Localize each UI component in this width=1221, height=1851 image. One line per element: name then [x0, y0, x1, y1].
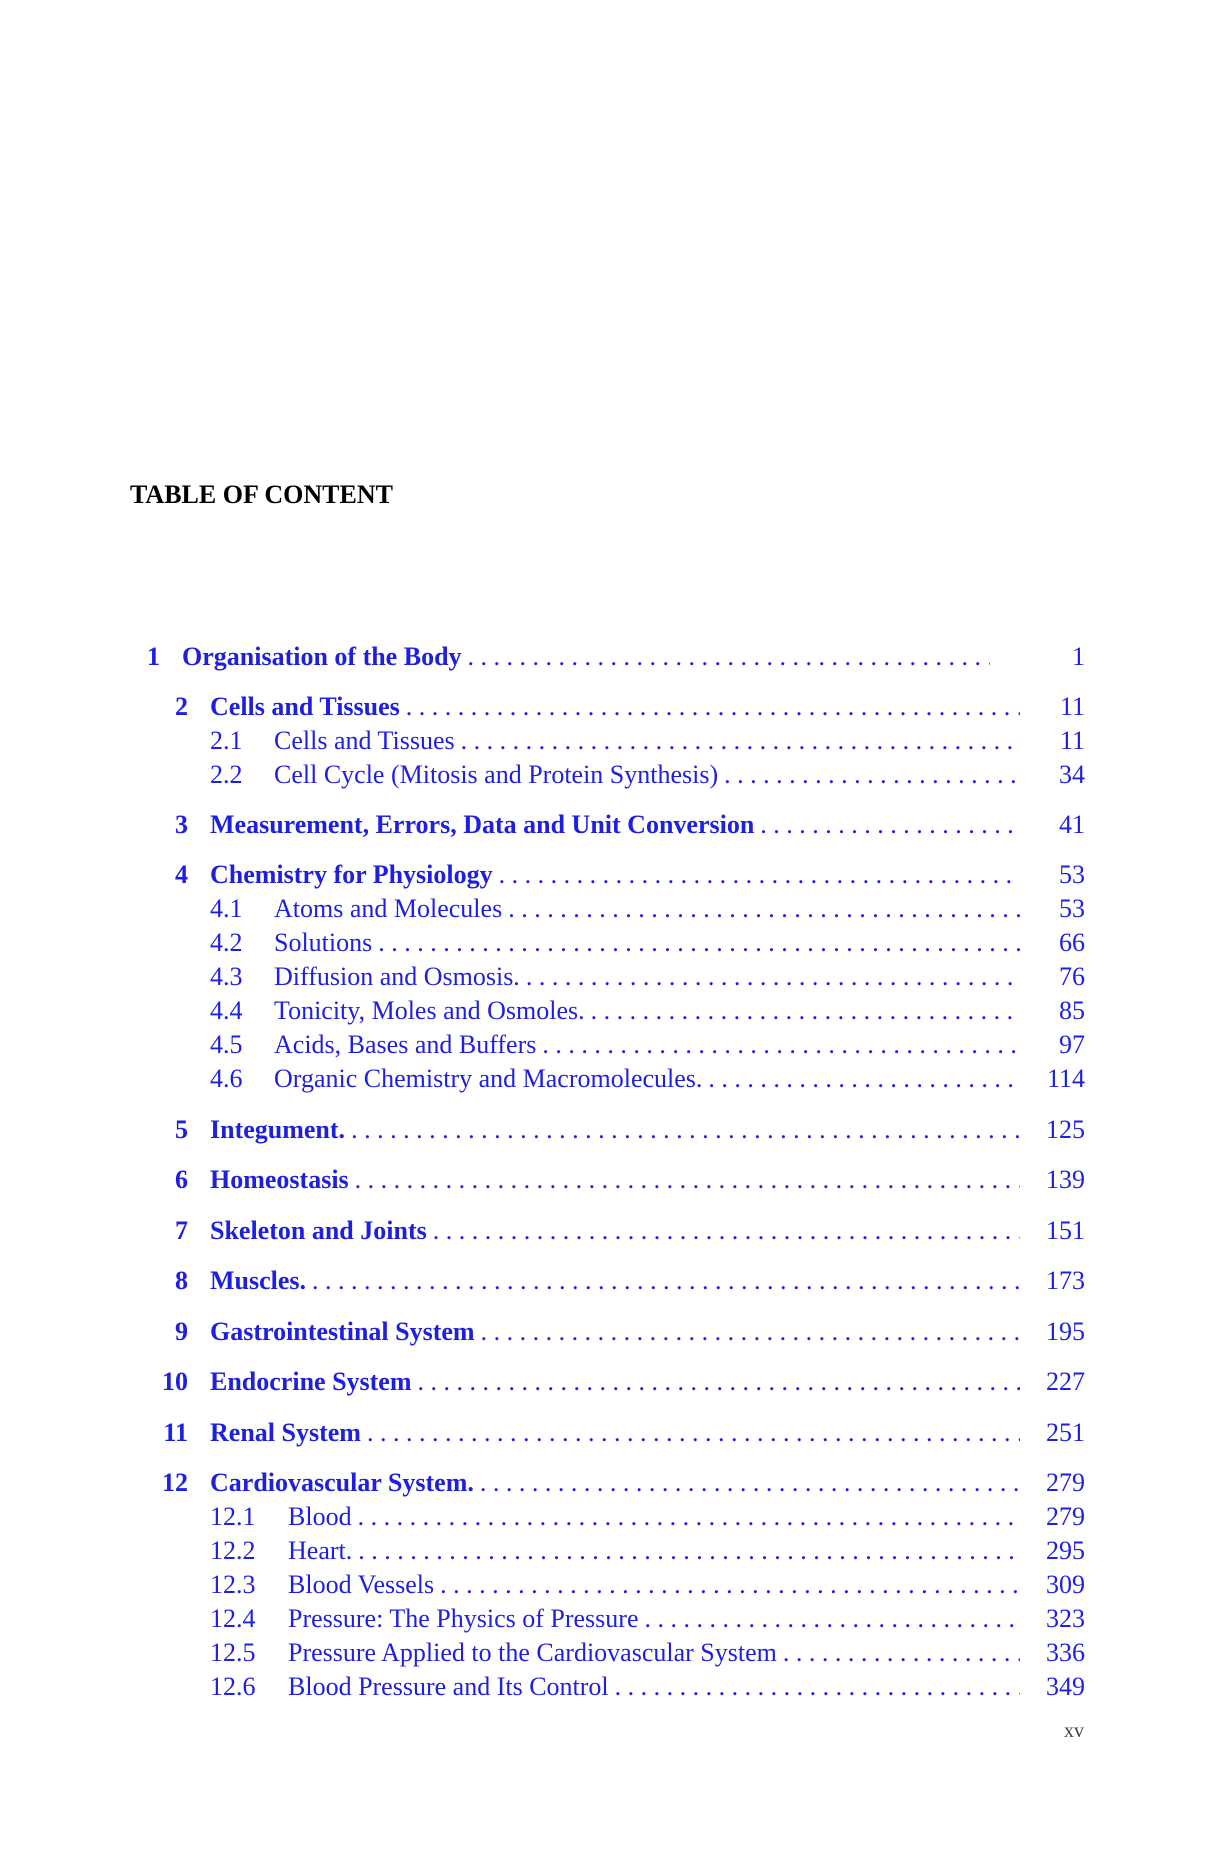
toc-entry-4-6[interactable] — [210, 1062, 1020, 1096]
toc-entry-page[interactable]: 1 — [1072, 642, 1085, 671]
toc-entry-page[interactable]: 41 — [1059, 810, 1085, 839]
toc-entry-4-3[interactable] — [210, 960, 1020, 994]
toc-entry-title: Integument. — [210, 1115, 346, 1144]
toc-entry-page[interactable]: 11 — [1059, 726, 1085, 755]
toc-entry-page[interactable]: 97 — [1059, 1030, 1085, 1059]
toc-entry-title: Blood Pressure and Its Control — [288, 1672, 609, 1701]
toc-entry-title: Diffusion and Osmosis. — [274, 962, 520, 991]
toc-entry-page[interactable]: 66 — [1059, 928, 1085, 957]
toc-entry-number: 12.2 — [210, 1536, 256, 1565]
toc-entry-title: Blood — [288, 1502, 352, 1531]
toc-entry-title: Heart. — [288, 1536, 353, 1565]
toc-dot-leader — [461, 724, 1020, 758]
toc-entry-4-1[interactable] — [210, 892, 1020, 926]
toc-entry-page[interactable]: 114 — [1046, 1064, 1085, 1093]
toc-entry-12-6[interactable] — [210, 1670, 1020, 1704]
toc-entry-number: 7 — [175, 1216, 188, 1245]
toc-entry-page[interactable]: 349 — [1046, 1672, 1085, 1701]
toc-entry-page[interactable]: 279 — [1046, 1502, 1085, 1531]
toc-entry-number: 4.1 — [210, 894, 243, 923]
toc-entry-11[interactable] — [155, 1416, 1020, 1450]
toc-dot-leader — [724, 758, 1020, 792]
page-title: TABLE OF CONTENT — [130, 480, 393, 509]
toc-dot-leader — [433, 1214, 1020, 1248]
toc-entry-number: 4.2 — [210, 928, 243, 957]
toc-entry-page[interactable]: 125 — [1046, 1115, 1085, 1144]
toc-entry-title: Tonicity, Moles and Osmoles. — [274, 996, 585, 1025]
toc-entry-page[interactable]: 173 — [1046, 1266, 1085, 1295]
toc-entry-7[interactable] — [155, 1214, 1020, 1248]
toc-entry-number: 4.4 — [210, 996, 243, 1025]
toc-entry-number: 9 — [175, 1317, 188, 1346]
toc-entry-title: Pressure Applied to the Cardiovascular System — [288, 1638, 777, 1667]
toc-entry-4-4[interactable] — [210, 994, 1020, 1028]
toc-entry-number: 2.1 — [210, 726, 243, 755]
toc-dot-leader — [480, 1466, 1020, 1500]
toc-entry-number: 12.6 — [210, 1672, 256, 1701]
toc-entry-title: Cardiovascular System. — [210, 1468, 474, 1497]
toc-entry-page[interactable]: 323 — [1046, 1604, 1085, 1633]
toc-entry-number: 12.1 — [210, 1502, 256, 1531]
toc-dot-leader — [367, 1416, 1020, 1450]
toc-entry-number: 12.5 — [210, 1638, 256, 1667]
toc-entry-page[interactable]: 279 — [1046, 1468, 1085, 1497]
toc-entry-title: Acids, Bases and Buffers — [274, 1030, 537, 1059]
toc-entry-page[interactable]: 151 — [1046, 1216, 1085, 1245]
toc-entry-number: 4.3 — [210, 962, 243, 991]
toc-dot-leader — [358, 1534, 1020, 1568]
toc-dot-leader — [378, 926, 1020, 960]
toc-entry-9[interactable] — [155, 1315, 1020, 1349]
toc-dot-leader — [760, 808, 1020, 842]
toc-entry-12-3[interactable] — [210, 1568, 1020, 1602]
toc-entry-page[interactable]: 76 — [1059, 962, 1085, 991]
toc-entry-title: Muscles. — [210, 1266, 307, 1295]
toc-entry-title: Atoms and Molecules — [274, 894, 503, 923]
toc-dot-leader — [481, 1315, 1020, 1349]
toc-dot-leader — [708, 1062, 1020, 1096]
toc-entry-number: 11 — [163, 1418, 188, 1447]
toc-entry-number: 4.5 — [210, 1030, 243, 1059]
toc-entry-8[interactable] — [155, 1264, 1020, 1298]
toc-dot-leader — [406, 690, 1020, 724]
toc-dot-leader — [526, 960, 1020, 994]
toc-dot-leader — [358, 1500, 1020, 1534]
toc-dot-leader — [418, 1365, 1021, 1399]
toc-entry-title: Chemistry for Physiology — [210, 860, 493, 889]
toc-entry-10[interactable] — [155, 1365, 1020, 1399]
toc-entry-12-4[interactable] — [210, 1602, 1020, 1636]
toc-entry-page[interactable]: 336 — [1046, 1638, 1085, 1667]
toc-dot-leader — [499, 858, 1020, 892]
toc-dot-leader — [440, 1568, 1020, 1602]
toc-entry-title: Skeleton and Joints — [210, 1216, 427, 1245]
toc-entry-number: 12 — [162, 1468, 188, 1497]
toc-dot-leader — [591, 994, 1020, 1028]
toc-entry-title: Organisation of the Body — [182, 642, 462, 671]
toc-entry-1[interactable] — [140, 640, 990, 674]
toc-dot-leader — [312, 1264, 1020, 1298]
toc-entry-title: Endocrine System — [210, 1367, 412, 1396]
toc-entry-page[interactable]: 251 — [1046, 1418, 1085, 1447]
toc-entry-2[interactable] — [155, 690, 1020, 724]
toc-entry-number: 4.6 — [210, 1064, 243, 1093]
toc-entry-page[interactable]: 11 — [1059, 692, 1085, 721]
toc-entry-title: Measurement, Errors, Data and Unit Conversion — [210, 810, 755, 839]
toc-entry-4-2[interactable] — [210, 926, 1020, 960]
toc-entry-4-5[interactable] — [210, 1028, 1020, 1062]
toc-entry-title: Pressure: The Physics of Pressure — [288, 1604, 639, 1633]
toc-entry-page[interactable]: 295 — [1046, 1536, 1085, 1565]
toc-dot-leader — [508, 892, 1020, 926]
toc-entry-page[interactable]: 309 — [1046, 1570, 1085, 1599]
toc-dot-leader — [783, 1636, 1020, 1670]
toc-entry-number: 12.4 — [210, 1604, 256, 1633]
toc-entry-title: Solutions — [274, 928, 373, 957]
toc-entry-title: Cell Cycle (Mitosis and Protein Synthesis) — [274, 760, 719, 789]
toc-entry-title: Gastrointestinal System — [210, 1317, 475, 1346]
toc-entry-2-2[interactable] — [210, 758, 1020, 792]
toc-entry-number: 6 — [175, 1165, 188, 1194]
toc-entry-title: Organic Chemistry and Macromolecules. — [274, 1064, 703, 1093]
toc-entry-number: 1 — [147, 642, 160, 671]
toc-entry-number: 5 — [175, 1115, 188, 1144]
toc-entry-12[interactable] — [155, 1466, 1020, 1500]
toc-entry-12-1[interactable] — [210, 1500, 1020, 1534]
toc-entry-5[interactable] — [155, 1113, 1020, 1147]
toc-dot-leader — [542, 1028, 1020, 1062]
toc-entry-4[interactable] — [155, 858, 1020, 892]
toc-dot-leader — [615, 1670, 1020, 1704]
toc-entry-number: 3 — [175, 810, 188, 839]
toc-entry-title: Homeostasis — [210, 1165, 349, 1194]
toc-entry-page[interactable]: 227 — [1046, 1367, 1085, 1396]
toc-dot-leader — [355, 1163, 1020, 1197]
toc-entry-page[interactable]: 195 — [1046, 1317, 1085, 1346]
toc-entry-number: 10 — [162, 1367, 188, 1396]
toc-entry-12-5[interactable] — [210, 1636, 1020, 1670]
toc-entry-number: 12.3 — [210, 1570, 256, 1599]
page-folio: xv — [1064, 1720, 1084, 1742]
toc-dot-leader — [351, 1113, 1020, 1147]
toc-entry-page[interactable]: 53 — [1059, 860, 1085, 889]
toc-entry-number: 2 — [175, 692, 188, 721]
toc-entry-2-1[interactable] — [210, 724, 1020, 758]
toc-entry-title: Cells and Tissues — [274, 726, 455, 755]
toc-entry-title: Cells and Tissues — [210, 692, 400, 721]
toc-entry-6[interactable] — [155, 1163, 1020, 1197]
toc-entry-number: 2.2 — [210, 760, 243, 789]
toc-dot-leader — [468, 640, 990, 674]
toc-entry-title: Blood Vessels — [288, 1570, 435, 1599]
toc-entry-12-2[interactable] — [210, 1534, 1020, 1568]
toc-entry-3[interactable] — [155, 808, 1020, 842]
toc-entry-number: 4 — [175, 860, 188, 889]
toc-entry-page[interactable]: 139 — [1046, 1165, 1085, 1194]
toc-entry-page[interactable]: 53 — [1059, 894, 1085, 923]
toc-entry-page[interactable]: 34 — [1059, 760, 1085, 789]
toc-entry-page[interactable]: 85 — [1059, 996, 1085, 1025]
toc-entry-number: 8 — [175, 1266, 188, 1295]
toc-dot-leader — [644, 1602, 1020, 1636]
toc-entry-title: Renal System — [210, 1418, 361, 1447]
